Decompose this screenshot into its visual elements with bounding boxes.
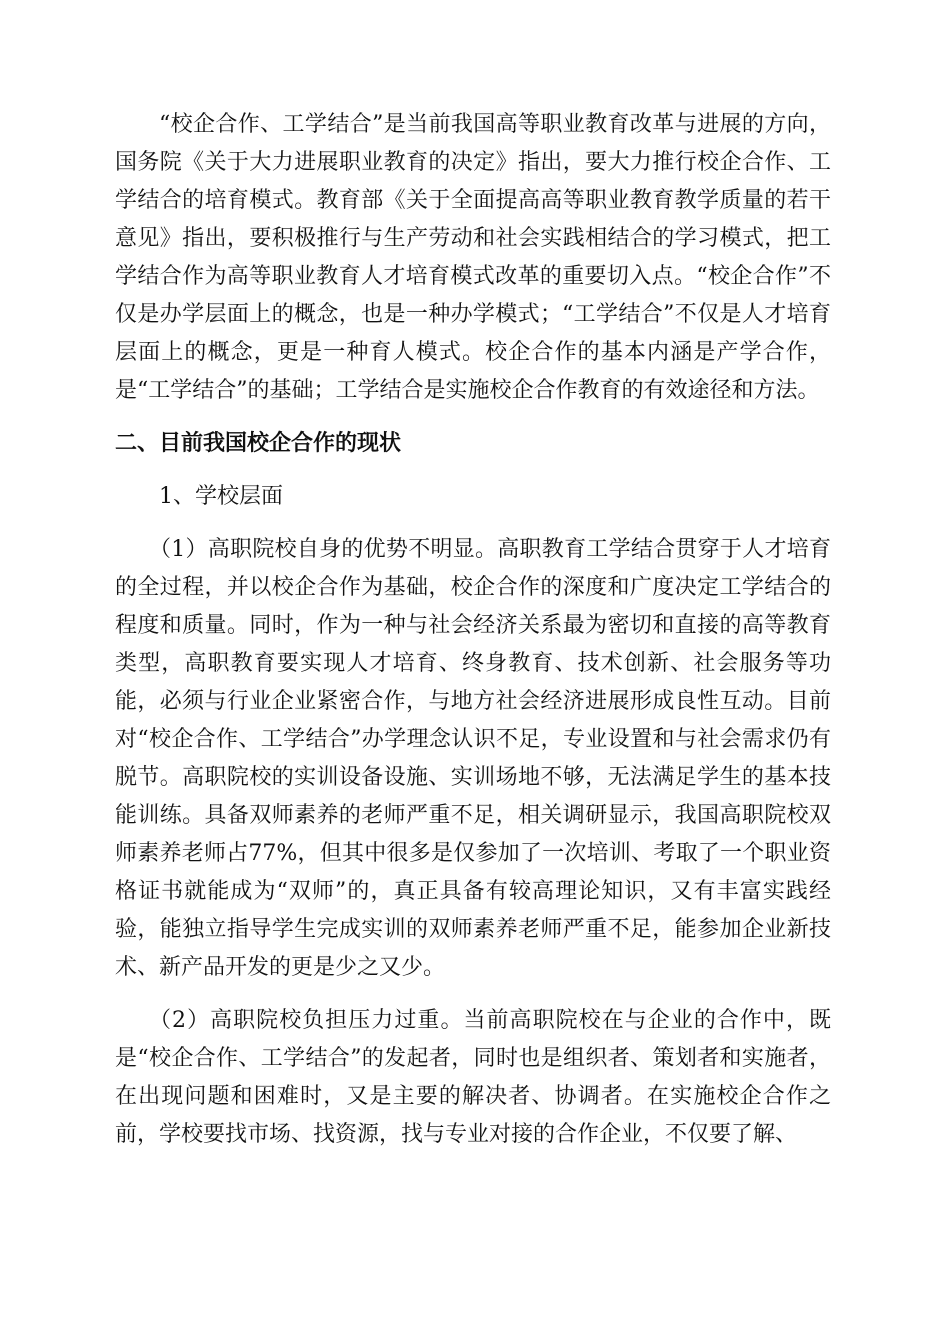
paragraph-2: （2）高职院校负担压力过重。当前高职院校在与企业的合作中，既是“校企合作、工学结合”的发起者，同时也是组织者、策划者和实施者，在出现问题和困难时，又是主要的解决者、协调者。在实施校企合作之前，学校要找市场、找资源，找与专业对接的合作企业，不仅要了解、: [115, 1008, 831, 1147]
paragraph-intro: “校企合作、工学结合”是当前我国高等职业教育改革与进展的方向，国务院《关于大力进展职业教育的决定》指出，要大力推行校企合作、工学结合的培育模式。教育部《关于全面提高高等职业教育教学质量的若干意见》指出，要积极推行与生产劳动和社会实践相结合的学习模式，把工学结合作为高等职业教育人才培育模式改革的重要切入点。“校企合作”不仅是办学层面上的概念，也是一种办学模式；“工学结合”不仅是人才培育层面上的概念，更是一种育人模式。校企合作的基本内涵是产学合作，是“工学结合”的基础；工学结合是实施校企合作教育的有效途径和方法。: [115, 112, 831, 403]
document-page: [115, 106, 831, 1154]
subsection-heading: 1、学校层面: [159, 484, 283, 509]
paragraph-1: （1）高职院校自身的优势不明显。高职教育工学结合贯穿于人才培育的全过程，并以校企合作为基础，校企合作的深度和广度决定工学结合的程度和质量。同时，作为一种与社会经济关系最为密切和直接的高等教育类型，高职教育要实现人才培育、终身教育、技术创新、社会服务等功能，必须与行业企业紧密合作，与地方社会经济进展形成良性互动。目前对“校企合作、工学结合”办学理念认识不足，专业设置和与社会需求仍有脱节。高职院校的实训设备设施、实训场地不够，无法满足学生的基本技能训练。具备双师素养的老师严重不足，相关调研显示，我国高职院校双师素养老师占77%，但其中很多是仅参加了一次培训、考取了一个职业资格证书就能成为“双师”的，真正具备有较高理论知识，又有丰富实践经验，能独立指导学生完成实训的双师素养老师严重不足，能参加企业新技术、新产品开发的更是少之又少。: [115, 537, 831, 980]
section-heading: 二、目前我国校企合作的现状: [115, 431, 402, 456]
